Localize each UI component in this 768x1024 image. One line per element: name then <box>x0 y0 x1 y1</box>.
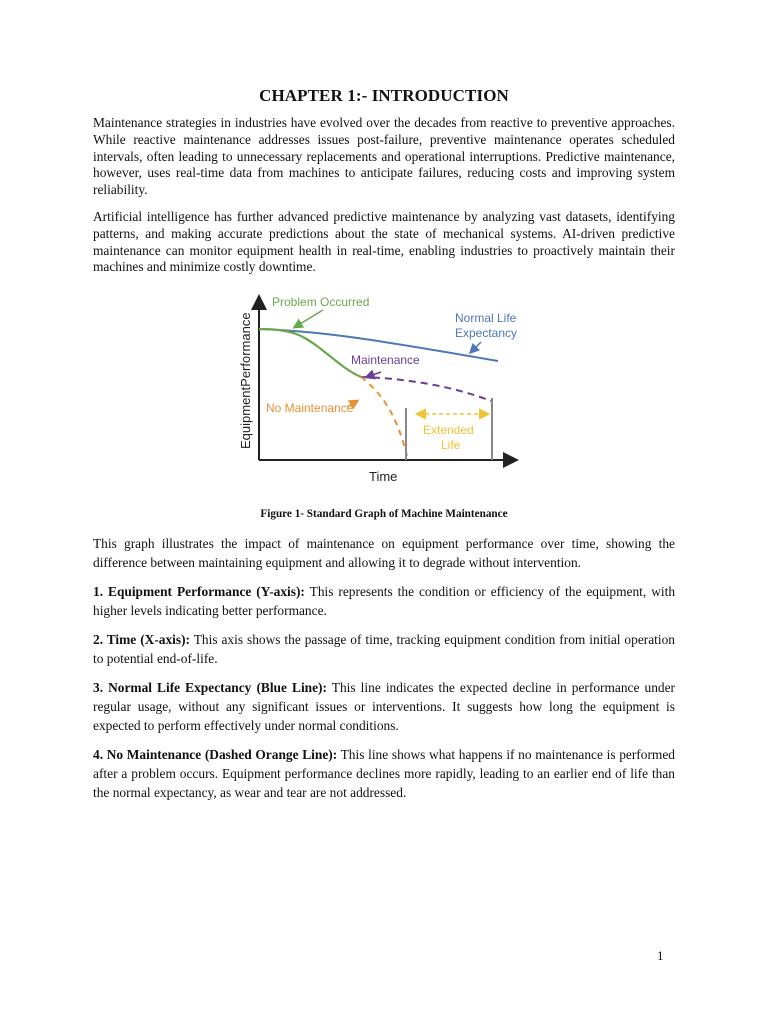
extended-label-1: Extended <box>423 423 474 438</box>
normal-life-pointer <box>471 342 481 352</box>
graph-intro-paragraph: This graph illustrates the impact of maintenance on equipment performance over time, showing the difference between maintaining equipment and allowing it to degrade without intervention. <box>93 536 675 571</box>
list-item-heading: 4. No Maintenance (Dashed Orange Line): <box>93 747 338 763</box>
x-axis-label: Time <box>369 469 398 485</box>
maintenance-label: Maintenance <box>351 353 420 368</box>
maintenance-pointer <box>367 372 381 377</box>
extended-label-2: Life <box>441 438 461 453</box>
maintenance-curve <box>361 377 491 401</box>
chapter-title: CHAPTER 1:- INTRODUCTION <box>259 86 509 105</box>
problem-pointer <box>295 310 323 327</box>
y-axis-label: EquipmentPerformance <box>238 312 253 450</box>
list-item-text: This line shows what happens if no maintenance is performed after a problem occurs. Equipment performance declines more rapidly, leading to an earlier end of life than the normal expectancy, as wear and tear are not addressed. <box>93 747 675 801</box>
list-item-heading: 3. Normal Life Expectancy (Blue Line): <box>93 680 327 696</box>
maintenance-graph <box>233 286 533 486</box>
list-item-text: This represents the condition or efficiency of the equipment, with higher levels indicating better performance. <box>93 584 676 619</box>
maintenance-graph-figure <box>93 286 675 494</box>
normal-life-label-1: Normal Life <box>455 311 517 326</box>
list-item <box>93 745 675 802</box>
list-item <box>93 630 675 668</box>
page-number: 1 <box>657 948 664 963</box>
intro-paragraph-2: Artificial intelligence has further advanced predictive maintenance by analyzing vast datasets, identifying patterns, and making accurate predictions about the state of mechanical systems. AI-driven predictive maintenance can monitor equipment health in real-time, enabling industries to proactively maintain their machines and minimize costly downtime. <box>93 208 675 275</box>
figure-caption: Figure 1- Standard Graph of Machine Maintenance <box>260 508 508 521</box>
list-item-heading: 1. Equipment Performance (Y-axis): <box>93 584 305 600</box>
problem-label: Problem Occurred <box>272 295 370 310</box>
no-maintenance-label: No Maintenance <box>266 401 354 416</box>
document-page <box>93 86 675 812</box>
no-maintenance-curve <box>361 377 407 456</box>
list-item <box>93 582 675 620</box>
list-item-heading: 2. Time (X-axis): <box>93 632 191 648</box>
list-item-text: This axis shows the passage of time, tracking equipment condition from initial operation to potential end-of-life. <box>93 632 675 667</box>
list-item <box>93 678 675 735</box>
normal-life-label-2: Expectancy <box>455 326 518 341</box>
list-item-text: This line indicates the expected decline in performance under regular usage, without any significant issues or interventions. It suggests how long the equipment is expected to perform effectively under normal conditions. <box>93 680 675 734</box>
intro-paragraph-1: Maintenance strategies in industries have evolved over the decades from reactive to preventive approaches. While reactive maintenance addresses issues post-failure, preventive maintenance operates scheduled intervals, often leading to unnecessary replacements and operational interruptions. Predictive maintenance, however, uses real-time data from machines to anticipate failures, reducing costs and improving system reliability. <box>93 115 675 198</box>
